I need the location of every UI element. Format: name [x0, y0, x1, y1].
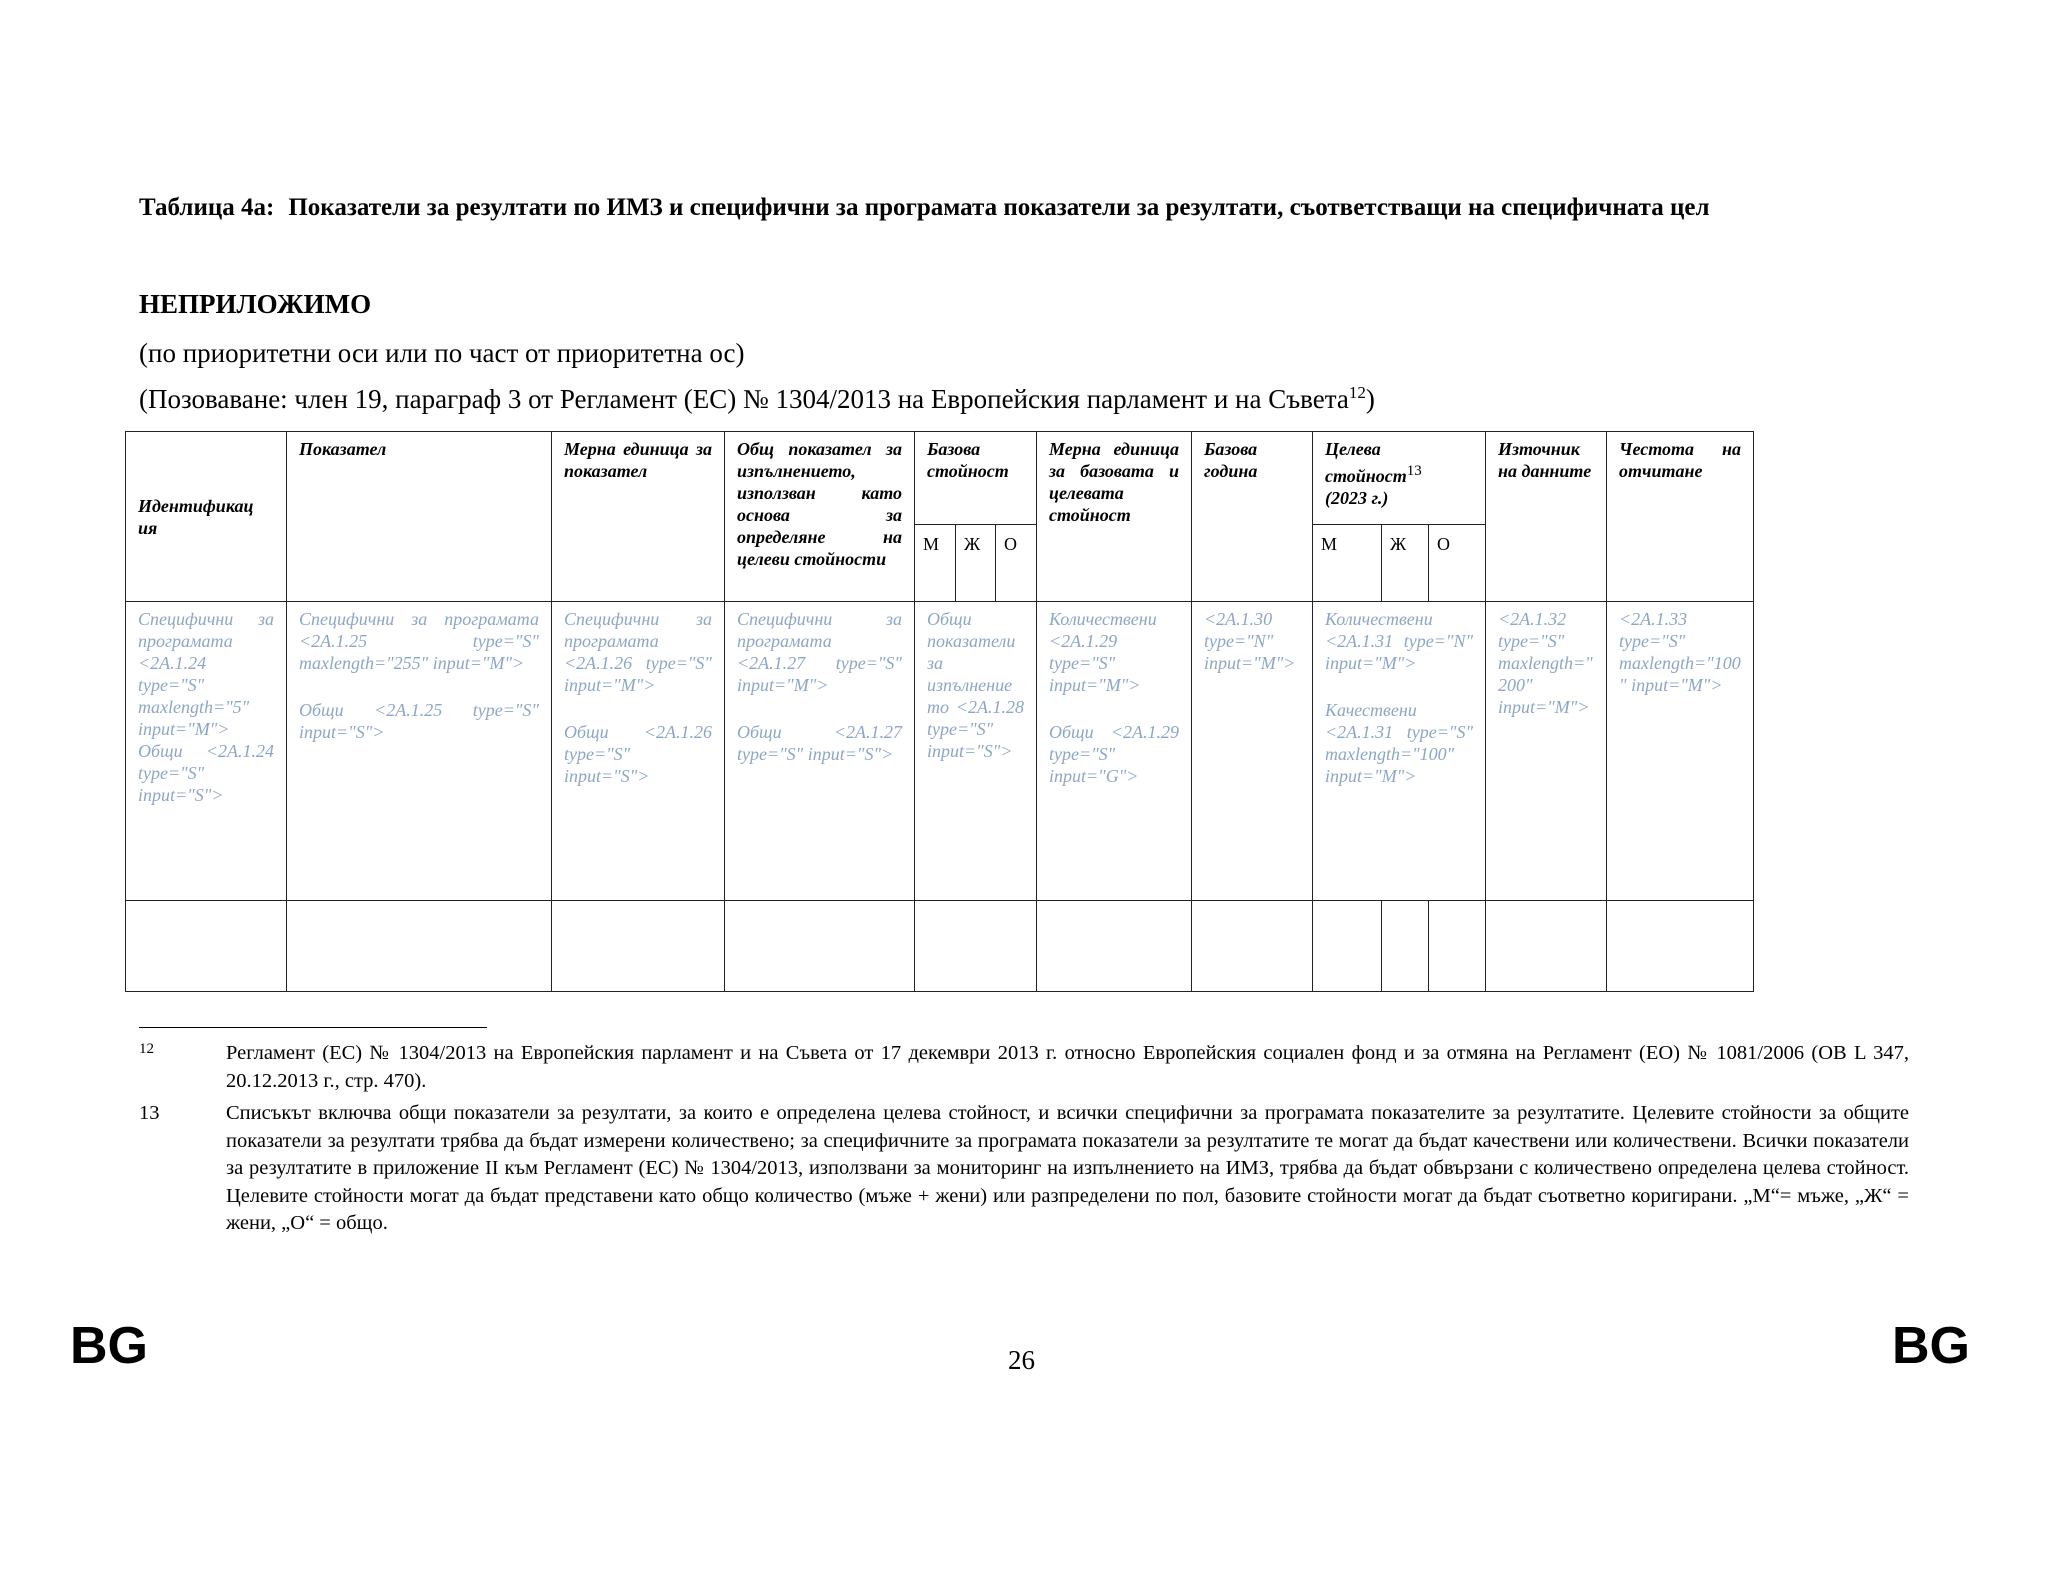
empty-cell [1607, 901, 1754, 992]
empty-cell [1382, 901, 1429, 992]
cell-identification [126, 602, 287, 901]
header-indicator-unit: Мерна единица за показател [552, 432, 725, 602]
footnote-separator [139, 1027, 487, 1028]
empty-cell [552, 901, 725, 992]
cell-target-value [1313, 602, 1486, 901]
header-data-source: Източник на данните [1486, 432, 1607, 602]
result-indicators-table [125, 431, 1754, 992]
header-indicator: Показател [287, 432, 552, 602]
page-number: 26 [1008, 1345, 1035, 1375]
footnote-number: 12 [139, 1041, 154, 1057]
empty-cell [1429, 901, 1486, 992]
cell-reporting-frequency: <2A.1.33 type="S" maxlength="100" input="M"> [1607, 602, 1754, 901]
baseline-unit-common: Общи <2A.1.29 type="S" input="G"> [1049, 722, 1179, 786]
target-m-header: М [1313, 525, 1382, 602]
target-quantitative: Количествени <2A.1.31 type="N" input="M"> [1325, 609, 1474, 673]
table-row [126, 901, 1754, 992]
empty-cell [287, 901, 552, 992]
empty-cell [126, 901, 287, 992]
footnote-text: Регламент (ЕС) № 1304/2013 на Европейския парламент и на Съвета от 17 декември 2013 г. относно Европейския социален фонд и за отмяна на Регламент (ЕО) № 1081/2006 (ОВ L 347, 20.12.2013 г., стр. 470). [226, 1042, 1909, 1092]
footnote-ref-13[interactable]: 13 [1406, 463, 1422, 479]
empty-cell [1037, 901, 1192, 992]
target-o-header: О [1429, 525, 1486, 602]
target-year-label: (2023 г.) [1325, 488, 1389, 508]
target-value-label: Целева стойност [1325, 439, 1407, 486]
header-baseline-unit: Мерна единица за базовата и целевата стойност [1037, 432, 1192, 602]
not-applicable-heading: НЕПРИЛОЖИМО [139, 289, 372, 319]
footnote-text: Списъкът включва общи показатели за резултати, за които е определена целева стойност, и всички специфични за програмата показателите за резултатите. Целевите стойности за общите показатели за резултати трябва да бъдат измерени количествено; за специфичните за програмата показатели за резултатите те могат да бъдат качествени или количествени. Всички показатели за резултатите в приложение II към Регламент (ЕС) № 1304/2013, използвани за мониторинг на изпълнението на ИМЗ, трябва да бъдат обвързани с количествено определена целева стойност. Целевите стойности могат да бъдат представени като общо количество (мъже + жени) или разпределени по пол, базовите стойности могат да бъдат съответно коригирани. „М“= мъже, „Ж“ = жени, „О“ = общо. [226, 1102, 1909, 1234]
footnote-12 [139, 1040, 1909, 1095]
cell-common-output-indicator [725, 602, 915, 901]
table-caption [139, 192, 1779, 224]
header-target-value [1313, 432, 1486, 525]
indicator-specific: Специфични за програмата <2A.1.25 type="S" maxlength="255" input="M"> [299, 609, 539, 673]
table-row [126, 602, 1754, 901]
empty-cell [1486, 901, 1607, 992]
caption-label: Таблица 4а: [139, 194, 275, 221]
header-baseline-year: Базова година [1192, 432, 1313, 602]
identification-common: Общи <2A.1.24 type="S" input="S"> [138, 741, 274, 805]
table-header-row [126, 432, 1754, 525]
header-baseline-value: Базова стойност [915, 432, 1037, 525]
regulation-reference [139, 381, 1375, 417]
identification-specific: Специфични за програмата <2A.1.24 type="S" maxlength="5" input="M"> [138, 609, 274, 739]
common-specific: Специфични за програмата <2A.1.27 type="S" input="M"> [737, 609, 902, 695]
priority-axes-note: (по приоритетни оси или по част от приоритетна ос) [139, 338, 745, 368]
footnote-number: 13 [139, 1102, 160, 1124]
indicator-common: Общи <2A.1.25 type="S" input="S"> [299, 700, 539, 742]
common-common: Общи <2A.1.27 type="S" input="S"> [737, 722, 902, 764]
empty-cell [915, 901, 1037, 992]
target-zh-header: Ж [1382, 525, 1429, 602]
target-qualitative: Качествени <2A.1.31 type="S" maxlength="100" input="M"> [1325, 700, 1474, 786]
caption-text: Показатели за резултати по ИМЗ и специфични за програмата показатели за резултати, съответстващи на специфичната цел [288, 194, 1710, 221]
cell-baseline-value: Общи показатели за изпълнението <2A.1.28 type="S" input="S"> [915, 602, 1037, 901]
empty-cell [725, 901, 915, 992]
baseline-o-header: О [996, 525, 1037, 602]
cell-baseline-unit [1037, 602, 1192, 901]
header-reporting-frequency: Честота на отчитане [1607, 432, 1754, 602]
cell-baseline-year: <2A.1.30 type="N" input="M"> [1192, 602, 1313, 901]
reference-text: (Позоваване: член 19, параграф 3 от Регламент (ЕС) № 1304/2013 на Европейския парламент и на Съвета [139, 384, 1349, 414]
cell-data-source: <2A.1.32 type="S" maxlength="200" input="M"> [1486, 602, 1607, 901]
empty-cell [1313, 901, 1382, 992]
cell-indicator [287, 602, 552, 901]
baseline-zh-header: Ж [956, 525, 996, 602]
empty-cell [1192, 901, 1313, 992]
reference-close: ) [1365, 384, 1375, 414]
header-identification: Идентификац ия [126, 432, 287, 602]
footnote-ref-12[interactable]: 12 [1348, 383, 1366, 402]
baseline-m-header: М [915, 525, 956, 602]
unit-common: Общи <2A.1.26 type="S" input="S"> [564, 722, 712, 786]
footnote-13 [139, 1100, 1909, 1238]
header-common-output-indicator: Общ показател за изпълнението, използван като основа за определяне на целеви стойности [725, 432, 915, 602]
unit-specific: Специфични за програмата <2A.1.26 type="S" input="M"> [564, 609, 712, 695]
language-mark-left: BG [70, 1317, 148, 1375]
baseline-unit-quantitative: Количествени <2A.1.29 type="S" input="M"> [1049, 609, 1157, 695]
language-mark-right: BG [1892, 1317, 1970, 1375]
cell-indicator-unit [552, 602, 725, 901]
